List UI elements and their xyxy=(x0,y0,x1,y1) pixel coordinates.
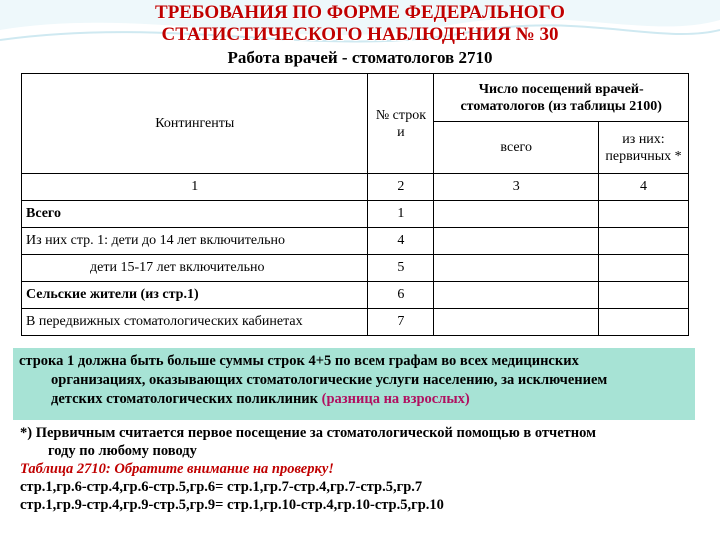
cell-total xyxy=(434,201,599,228)
col-number-2: 2 xyxy=(368,174,434,201)
col-number-3: 3 xyxy=(434,174,599,201)
page-subtitle: Работа врачей - стоматологов 2710 xyxy=(227,48,493,67)
check-title: Таблица 2710: Обратите внимание на проверку! xyxy=(20,461,334,477)
cell-total xyxy=(434,255,599,282)
row-number: 6 xyxy=(368,282,434,309)
table-row xyxy=(22,228,689,255)
row-label: Из них стр. 1: дети до 14 лет включительно xyxy=(22,228,368,255)
cell-primary xyxy=(599,255,689,282)
col-number-1: 1 xyxy=(22,174,368,201)
note-line-3 xyxy=(19,390,689,409)
table-row xyxy=(22,255,689,282)
check-formula-2: стр.1,гр.9-стр.4,гр.9-стр.5,гр.9= стр.1,гр.10-стр.4,гр.10-стр.5,гр.10 xyxy=(20,497,444,513)
col-number-4: 4 xyxy=(599,174,689,201)
note-line-1: строка 1 должна быть больше суммы строк 4+5 по всем графам во всех медицинских xyxy=(19,353,579,369)
row-number: 5 xyxy=(368,255,434,282)
table-row xyxy=(22,282,689,309)
header-total: всего xyxy=(434,122,599,174)
row-number: 1 xyxy=(368,201,434,228)
page-title-line2: СТАТИСТИЧЕСКОГО НАБЛЮДЕНИЯ № 30 xyxy=(161,24,559,45)
footnote xyxy=(20,424,710,460)
row-label: Сельские жители (из стр.1) xyxy=(22,282,368,309)
cell-total xyxy=(434,228,599,255)
header-contingents: Контингенты xyxy=(22,74,368,174)
note-line-3-text: детских стоматологических поликлиник xyxy=(51,391,322,407)
cell-primary xyxy=(599,228,689,255)
validation-note xyxy=(13,348,695,420)
row-label: Всего xyxy=(22,201,368,228)
footnote-line-1: *) Первичным считается первое посещение за стоматологической помощью в отчетном xyxy=(20,425,596,441)
table-row xyxy=(22,309,689,336)
cell-total xyxy=(434,282,599,309)
cell-primary xyxy=(599,309,689,336)
header-row-number: № строк и xyxy=(368,74,434,174)
row-label: дети 15-17 лет включительно xyxy=(22,255,368,282)
page-title-line1: ТРЕБОВАНИЯ ПО ФОРМЕ ФЕДЕРАЛЬНОГО xyxy=(155,2,565,23)
row-label: В передвижных стоматологических кабинетах xyxy=(22,309,368,336)
header-primary: из них: первичных * xyxy=(599,122,689,174)
check-formula-1: стр.1,гр.6-стр.4,гр.6-стр.5,гр.6= стр.1,гр.7-стр.4,гр.7-стр.5,гр.7 xyxy=(20,479,423,495)
table-row xyxy=(22,201,689,228)
cell-primary xyxy=(599,282,689,309)
note-line-2: организациях, оказывающих стоматологические услуги населению, за исключением xyxy=(51,372,608,388)
cell-total xyxy=(434,309,599,336)
header-visits: Число посещений врачей-стоматологов (из таблицы 2100) xyxy=(434,74,689,122)
cell-primary xyxy=(599,201,689,228)
note-highlight: (разница на взрослых) xyxy=(321,391,470,407)
data-table xyxy=(21,73,689,336)
row-number: 7 xyxy=(368,309,434,336)
footnote-line-2: году по любому поводу xyxy=(48,443,197,459)
row-number: 4 xyxy=(368,228,434,255)
